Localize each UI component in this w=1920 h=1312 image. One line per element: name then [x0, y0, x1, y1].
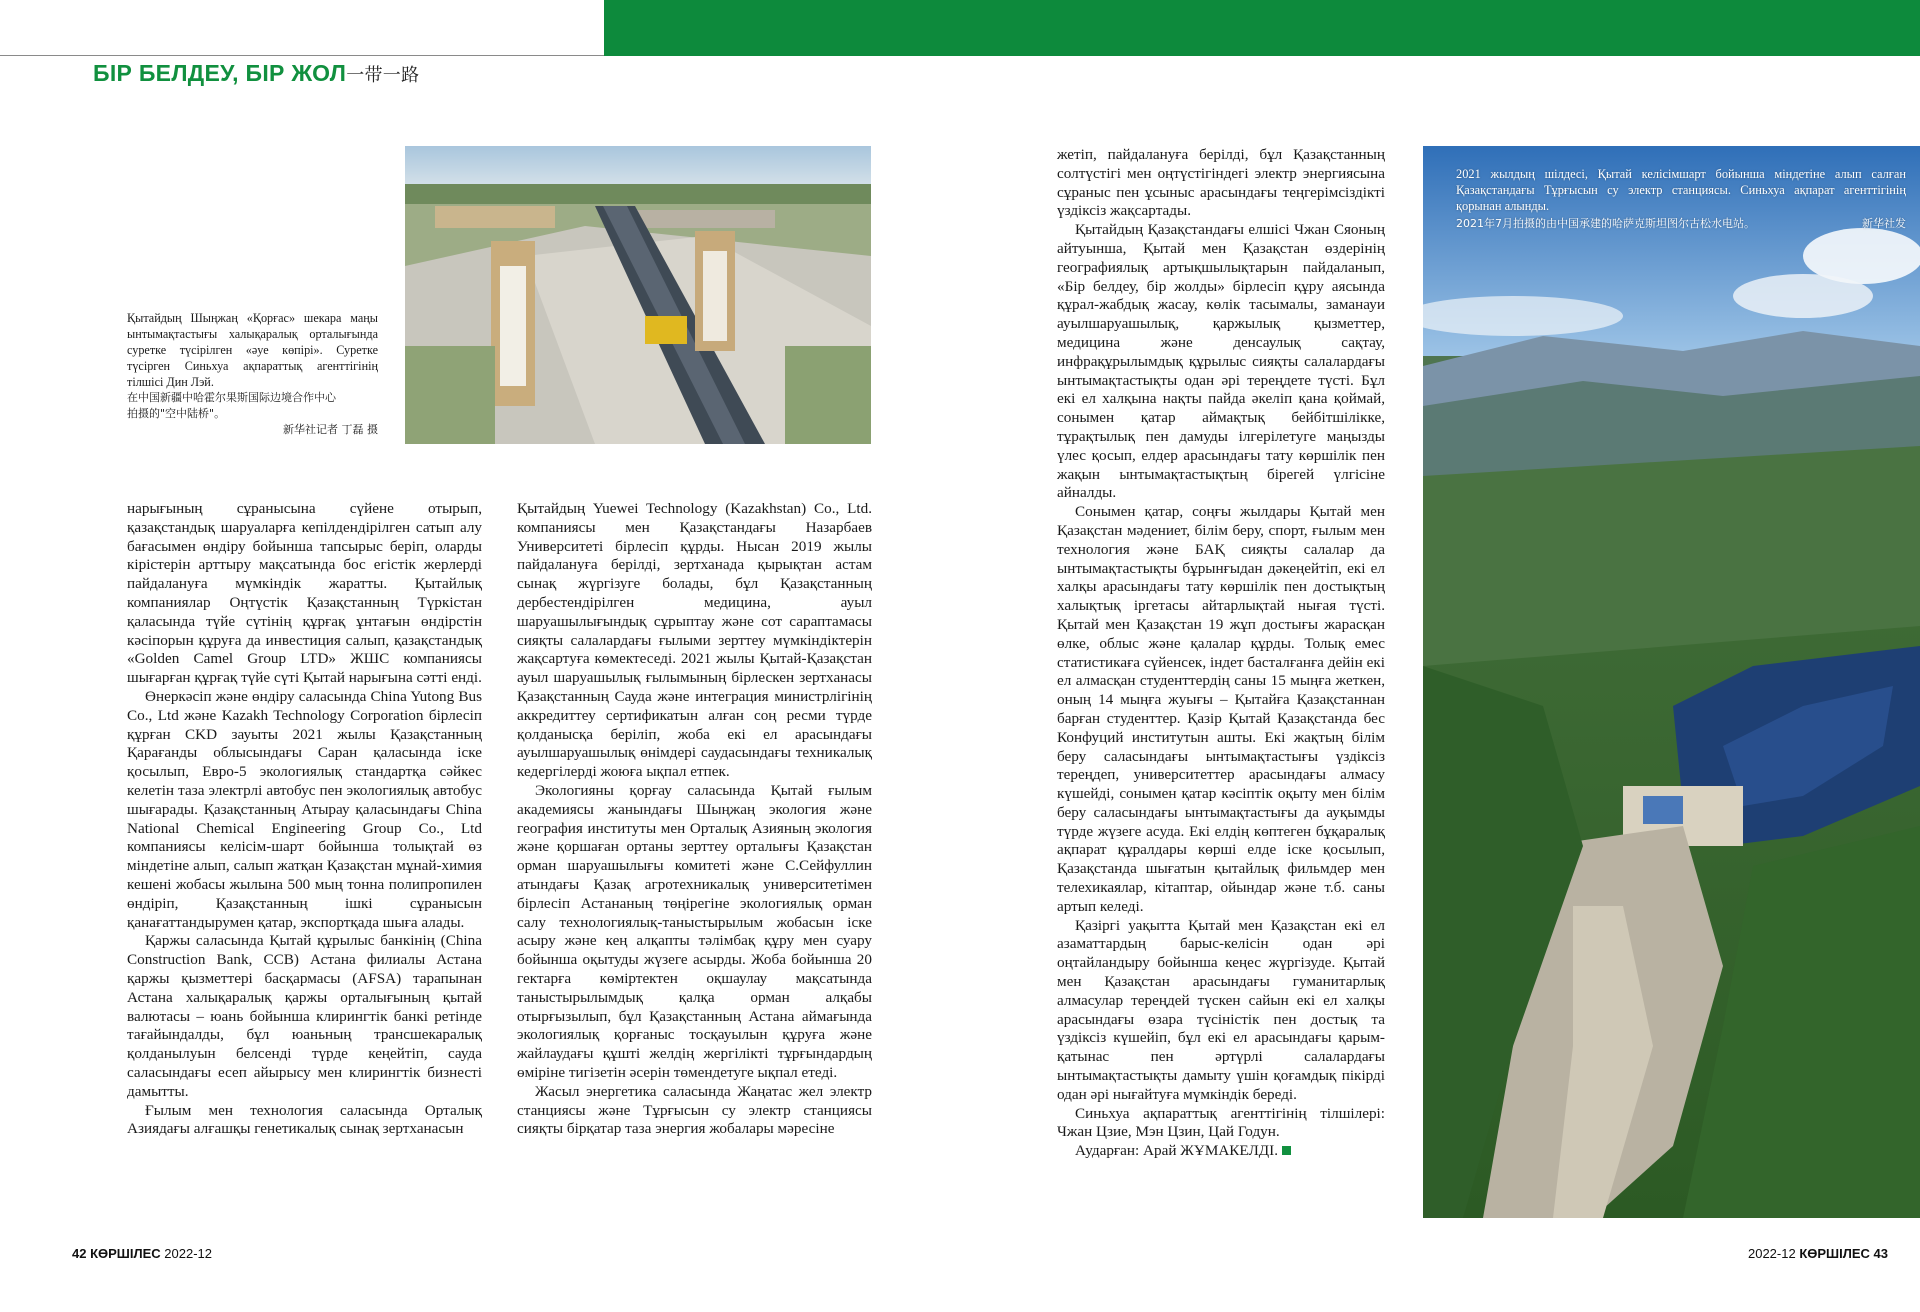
photo2-credit: 新华社发	[1862, 217, 1906, 230]
col1-paragraph: Өнеркәсіп және өндіру саласында China Yutong Bus Co., Ltd және Kazakh Technology Corporation бірлесіп құрған CKD зауыты 2021 жылы Қазақстанның Қарағанды облысындағы Саран қаласында іске қосылып, Евро-5 экологиялық стандартқа сәйкес келетін таза электрлі автобус пен экологиялық автобус шығарады. Қазақстанның Атырау қаласындағы China National Chemical Engineering Group Co., Ltd компаниясы келісім-шарт бойынша толықтай өз міндетіне алып, салып жатқан Қазақстан мұнай-химия кешені жобасы жылына 500 мың тонна полипропилен өндіріп, Қазақстанның ішкі сұранысын қанағаттандырумен қатар, экспортқада шыға алады.	[127, 687, 482, 931]
magazine-name-left: КӨРШІЛЕС	[90, 1246, 161, 1261]
issue-right: 2022-12	[1747, 1246, 1796, 1261]
col3-paragraph: Синьхуа ақпараттық агенттігінің тілшілері: Чжан Цзие, Мэн Цзин, Цай Годун.	[1057, 1104, 1385, 1141]
photo1-caption	[127, 310, 378, 438]
photo-border-bridge	[405, 146, 871, 444]
col3-paragraph: Қазіргі уақытта Қытай мен Қазақстан екі ел азаматтардың барыс-келісін одан әрі оңтайландыру бойынша кеңес жүргізуде. Қытай мен Қазақстан арасындағы гуманитарлық алмасулар тереңдей түскен сайын екі ел халқы арасындағы өзара түсіністік пен достық та үздіксіз күшейіп, бұл екі ел арасындағы қарым-қатынас пен әртүрлі салалардағы ынтымақтастықты дамыту үшін қоғамдық пікірді одан әрі нығайтуға мүмкіндік береді.	[1057, 916, 1385, 1103]
col1-paragraph: Ғылым мен технология саласында Орталық Азиядағы алғашқы генетикалық сынақ зертханасын	[127, 1101, 482, 1138]
col1-paragraph: Қаржы саласында Қытай құрылыс банкінің (China Construction Bank, CCB) Астана филиалы Астана қаржы қызметтері басқармасы (AFSA) тарапынан Астана халықаралық қаржы орталығының қытай валютасы – юань бойынша клирингтік банкі ретінде тағайындалды, бұл юаньның трансшекаралық қолданылуын белсенді түрде кеңейтіп, сауда саласындағы есеп айырысу мен клирингтік бизнесті дамытты.	[127, 932, 482, 1100]
section-title-kz: БІР БЕЛДЕУ, БІР ЖОЛ	[93, 60, 347, 86]
translator-text: Аударған: Арай ЖҰМАКЕЛДІ.	[1075, 1142, 1279, 1160]
header-accent-bar	[604, 0, 1920, 56]
issue-left: 2022-12	[164, 1246, 213, 1261]
col3-paragraph: Сонымен қатар, соңғы жылдары Қытай мен Қазақстан мәдениет, білім беру, спорт, ғылым мен технология және БАҚ сияқты салалар да ынтымақтастықты бұрынғыдан дәкеңейтіп, екі ел халқы арасындағы тату көршілік пен достықтың халықтық іргетасы айтарлықтай нығая түсті. Қытай мен Қазақстан 19 жұп достығы жарасқан өлке, облыс және қалалар құрды. Толық емес статистикаға сүйенсек, індет басталғанға дейін екі ел алмасқан студенттердің саны 15 мыңға жеткен, оның 14 мыңға жуығы – Қытайға Қазақстаннан барған студенттер. Қазір Қытай Қазақстанда бес Конфуций институтын ашты. Екі жақтың білім беру саласындағы ынтымақтастығы үздіксіз тереңдеп, университеттер арасындағы алмасу күшейді, сонымен қатар кәсіптік оқыту мен білім беру саласындағы ынтымақтастығы да ауқымды түрде жүзеге асуда. Екі елдің көптеген бұқаралық ақпарат құралдары көрші елде іске қосылып, Қазақстанда шығатын қытайлық фильмдер мен телехикаялар, кітаптар, ойындар және т.б. саны артып келеді.	[1057, 503, 1385, 915]
col2-paragraph: Қытайдың Yuewei Technology (Kazakhstan) Co., Ltd. компаниясы мен Қазақстандағы Назарбаев Университеті бірлесіп құрды. Нысан 2019 жылы пайдалануға берілді, зертханада қырықтан астам сынақ жүргізуге болады, бұл Қазақстанның дербестендірілген медицина, ауыл шаруашылығындық сұрыптау және сот сараптамасы сияқты салалардағы ғылыми зерттеу мүмкіндіктерін жақсартуға көмектеседі. 2021 жылы Қытай-Қазақстан ауыл шаруашылық ғылымының бірлескен зертханасы Қазақстанның Сауда және интеграция министрлігінің аккредиттеу сертификатын алған соң ресми түрде қолданысқа беріліп, жоба екі ел арасындағы ауылшаруашылық өнімдері саудасындағы техникалық кедергілерді жоюға ықпал етпек.	[517, 500, 872, 781]
article-column-1	[127, 500, 482, 1139]
col1-paragraph: нарығының сұранысына сүйене отырып, қазақстандық шаруаларға кепілдендірілген сатып алу бағасымен өндіру бойынша тапсырыс беріп, оларды кірістерін арттыру мақсатында бос егістік жерлерді пайдалануға мүмкіндік жаратты. Қытайлық компаниялар Оңтүстік Қазақстанның Түркістан қаласында түйе сүтінің құрғақ ұнтағын өндірстін кәсіпорын құруға да инвестиция салып, қазақстандық «Golden Camel Group LTD» ЖШС компаниясы шығарған құрғақ түйе сүті Қытай нарығына сәтті енді.	[127, 500, 482, 687]
col3-paragraph: жетіп, пайдалануға берілді, бұл Қазақстанның солтүстігі мен оңтүстігіндегі электр энергиясына сұраныс пен ұсыныс арасындағы теңгерімсіздікті үздіксіз жақсартады.	[1057, 146, 1385, 220]
footer-left	[72, 1246, 212, 1261]
page-number-right: 43	[1873, 1246, 1888, 1261]
col3-paragraph: Қытайдың Қазақстандағы елшісі Чжан Сяоның айтуынша, Қытай мен Қазақстан өздерінің географиялық артықшылықтарын пайдаланып, «Бір белдеу, бір жолды» бірлесіп құру аясында құрал-жабдық жасау, көлік тасымалы, заманауи ауылшаруашылық, қаржылық қызметтер, медицина және денсаулық сақтау, инфрақұрылымдық құрылыс сияқты салалардағы ынтымақтастықты одан әрі тереңдете түсті. Бұл екі ел халқына нақты пайда әкеліп қана қоймай, сонымен қатар аймақтық бейбітшілікке, тұрақтылық пен дамуды ілгерілетуге маңызды үлес қосып, елдер арасындағы тату көршілік пен жақын ынтымақтастықтың бірегей үлгісіне айналды.	[1057, 221, 1385, 502]
section-title-cn: 一带一路	[346, 65, 420, 86]
photo-hydro-station	[1423, 146, 1920, 1218]
photo1-caption-kz: Қытайдың Шыңжаң «Қорғас» шекара маңы ынтымақтастығы халықаралық орталығында суретке түсірілген «әуе көпірі». Суретке түсірген Синьхуа ақпараттық агенттігінің тілшісі Дин Лэй.	[127, 311, 378, 389]
photo1-caption-cn-1: 在中国新疆中哈霍尔果斯国际边境合作中心	[127, 391, 336, 404]
col2-paragraph: Экологияны қорғау саласында Қытай ғылым академиясы жанындағы Шыңжаң экология және география институты мен Орталық Азияның экология және қоршаған ортаны зерттеу орталығы Қазақстан орман шаруашылығы комитеті және С.Сейфуллин атындағы Қазақ агротехникалық университетімен бірлесіп Астананың төңірегіне экологиялық орман салу технологиялық-таныстырылым жобасын іске асыру және кең алқапты тәлімбақ құру мен суару бойынша оқытуды жүзеге асырды. Жоба бойынша 20 гектарға көміртектен оқшаулау мақсатында таныстырылымдық қалқа орман алқабы отырғызылып, бұл Қазақстанның Астана аймағында экологиялық қорғаныс тосқауылын құруға және жайлаудағы құшті желдің жергілікті тұрғындардың өміріне тигізетін әсерін төмендетуге ықпал етеді.	[517, 781, 872, 1081]
end-mark-icon	[1282, 1146, 1291, 1155]
photo2-caption-cn: 2021年7月拍摄的由中国承建的哈萨克斯坦图尔古松水电站。	[1456, 217, 1755, 230]
header-rule	[0, 55, 604, 56]
footer-right	[1748, 1246, 1888, 1261]
photo2-caption	[1456, 166, 1906, 232]
section-title	[93, 60, 419, 87]
page-number-left: 42	[72, 1246, 87, 1261]
translator-line	[1057, 1142, 1385, 1161]
photo1-credit: 新华社记者 丁磊 摄	[283, 423, 378, 436]
article-column-2	[517, 500, 872, 1139]
magazine-name-right: КӨРШІЛЕС	[1799, 1246, 1870, 1261]
col2-paragraph: Жасыл энергетика саласында Жаңатас жел электр станциясы және Тұрғысын су электр станциясы сияқты бірқатар таза энергия жобалары мәресіне	[517, 1082, 872, 1138]
photo2-caption-kz: 2021 жылдың шілдесі, Қытай келісімшарт бойынша міндетіне алып салған Қазақстандағы Тұрғысын су электр станциясы. Синьхуа ақпарат агенттігінің қорынан алынды.	[1456, 167, 1906, 213]
photo1-caption-cn-2: 拍摄的"空中陆桥"。	[127, 407, 226, 420]
article-column-3	[1057, 146, 1385, 1161]
